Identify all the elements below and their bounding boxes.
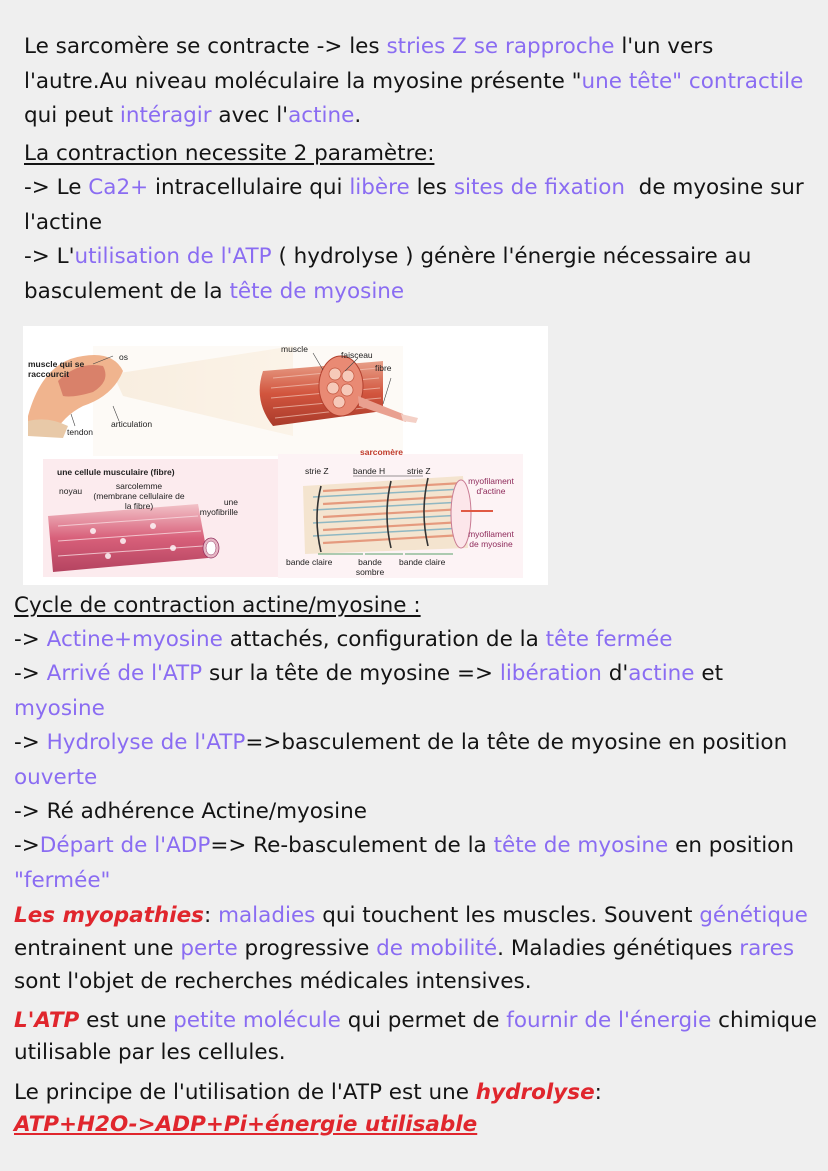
intro-segment: une tête" contractile <box>581 68 804 94</box>
cycle-1-segment: attachés, configuration de la <box>222 627 546 652</box>
label-bande-claire-2: bande claire <box>399 557 446 567</box>
cycle-2-segment: d' <box>601 661 629 686</box>
cycle-5-segment: => Re-basculement de la <box>210 833 494 858</box>
param-ca-segment: libère <box>349 175 410 200</box>
intro-segment: avec l' <box>211 103 289 128</box>
cycle-5-segment: -> <box>14 833 40 858</box>
label-bande-claire-1: bande claire <box>286 557 333 567</box>
label-bande-sombre: bande sombre <box>355 557 385 577</box>
cycle-5-segment: tête de myosine <box>493 833 669 858</box>
intro-segment: intéragir <box>119 103 212 128</box>
cycle-step-2 <box>14 657 818 726</box>
cycle-2-segment: actine <box>628 661 695 686</box>
atp-principle-segment: : <box>594 1080 602 1105</box>
atp-principle-segment: Le principe de l'utilisation de l'ATP est une <box>14 1080 476 1105</box>
atp-def-segment: fournir de l'énergie <box>506 1008 712 1033</box>
myopathies-segment: Les myopathies <box>14 903 204 928</box>
myopathies-segment: perte <box>180 936 238 961</box>
myopathies-segment: de mobilité <box>376 936 498 961</box>
label-myofilament-actine: myofilament d'actine <box>468 476 514 496</box>
intro-segment: Le sarcomère se contracte -> les <box>24 34 387 59</box>
atp-principle-segment: hydrolyse <box>475 1080 595 1105</box>
label-strie-z-2: strie Z <box>407 466 431 476</box>
label-sarcomere: sarcomère <box>360 447 404 457</box>
cycle-3-segment: =>basculement de la tête de myosine en position <box>245 730 795 755</box>
cycle-3-segment: Hydrolyse de l'ATP <box>46 730 246 755</box>
cycle-step-3 <box>14 726 818 795</box>
cycle-3-segment: -> <box>14 730 47 755</box>
myopathies-segment: rares <box>739 936 795 961</box>
equation-segment: ATP+H2O->ADP+Pi+énergie utilisable <box>14 1112 478 1137</box>
myopathies-segment: génétique <box>699 903 808 928</box>
label-muscle: muscle <box>281 344 308 354</box>
cycle-1-segment: -> <box>14 627 47 652</box>
cycle-2-segment: Arrivé de l'ATP <box>46 661 203 686</box>
atp-principle <box>14 1077 818 1109</box>
myopathies-segment: progressive <box>237 936 377 961</box>
label-myofibrille: une myofibrille <box>199 497 238 517</box>
param-atp-segment: ( hydrolyse ) génère l'énergie nécessaire au basculement de la <box>24 244 759 304</box>
intro-segment: l'un vers l'autre.Au niveau moléculaire la myosine présente " <box>24 34 721 94</box>
myopathies-segment: maladies <box>218 903 316 928</box>
label-faisceau: faisceau <box>341 350 373 360</box>
cycle-2-segment: -> <box>14 661 47 686</box>
myopathies-segment: sont l'objet de recherches médicales intensives. <box>14 936 801 994</box>
muscle-structure-figure <box>23 326 548 585</box>
paragraph-intro <box>24 30 818 134</box>
cycle-1-segment: Actine+myosine <box>46 627 223 652</box>
label-myofilament-myosine: myofilament de myosine <box>468 529 514 549</box>
intro-segment: actine <box>288 103 355 128</box>
label-tendon: tendon <box>67 427 93 437</box>
cycle-2-segment: et <box>694 661 730 686</box>
contraction-heading-segment: La contraction necessite 2 paramètre: <box>24 141 435 166</box>
param-calcium <box>24 171 818 240</box>
atp-def-segment: petite molécule <box>173 1008 341 1033</box>
contraction-heading <box>24 137 818 172</box>
param-atp-segment: -> L' <box>24 244 75 269</box>
label-fibre: fibre <box>375 363 392 373</box>
cycle-step-1 <box>14 623 818 658</box>
cycle-step-5 <box>14 829 818 898</box>
label-bande-h: bande H <box>353 466 386 476</box>
myopathies-paragraph <box>14 899 818 998</box>
atp-def-segment: L'ATP <box>14 1008 80 1033</box>
cycle-4-segment: -> Ré adhérence Actine/myosine <box>14 799 367 824</box>
myopathies-segment: . Maladies génétiques <box>497 936 740 961</box>
cycle-2-segment: libération <box>499 661 602 686</box>
cycle-5-segment: Départ de l'ADP <box>39 833 211 858</box>
atp-definition <box>14 1005 824 1069</box>
label-sarcolemme: sarcolemme (membrane cellulaire de la fibre) <box>93 481 185 511</box>
atp-def-segment: chimique utilisable par les cellules. <box>14 1008 824 1065</box>
myopathies-segment: qui touchent les muscles. Souvent <box>315 903 700 928</box>
myopathies-segment: : <box>203 903 219 928</box>
cycle-2-segment: sur la tête de myosine => <box>202 661 500 686</box>
label-cellule: une cellule musculaire (fibre) <box>57 467 175 477</box>
cycle-1-segment: tête fermée <box>545 627 673 652</box>
label-os: os <box>119 352 128 362</box>
param-ca-segment: -> Le <box>24 175 89 200</box>
cycle-3-segment: ouverte <box>14 764 98 790</box>
cycle-5-segment: en position <box>668 833 801 858</box>
intro-segment: stries Z se rapproche <box>386 34 615 59</box>
cycle-heading <box>14 589 818 624</box>
param-atp-segment: utilisation de l'ATP <box>74 244 272 269</box>
param-ca-segment: sites de fixation <box>453 175 626 200</box>
atp-equation <box>14 1109 818 1141</box>
atp-def-segment: est une <box>79 1008 174 1033</box>
cycle-step-4 <box>14 795 818 830</box>
cycle-2-segment: myosine <box>14 695 105 721</box>
param-ca-segment: intracellulaire qui <box>148 175 350 200</box>
cycle-5-segment: "fermée" <box>14 867 111 893</box>
param-ca-segment: Ca2+ <box>88 175 149 200</box>
param-atp-segment: tête de myosine <box>229 278 405 304</box>
intro-segment: qui peut <box>24 68 811 128</box>
param-ca-segment: les <box>409 175 454 200</box>
param-atp <box>24 240 818 309</box>
param-ca-segment: de myosine sur l'actine <box>24 175 811 235</box>
myopathies-segment: entrainent une <box>14 903 815 961</box>
atp-def-segment: qui permet de <box>340 1008 507 1033</box>
label-strie-z-1: strie Z <box>305 466 329 476</box>
label-muscle-raccourcit: muscle qui se raccourcit <box>28 359 85 379</box>
label-noyau: noyau <box>59 486 83 496</box>
label-articulation: articulation <box>111 419 153 429</box>
cycle-heading-segment: Cycle de contraction actine/myosine : <box>14 593 421 618</box>
intro-segment: . <box>354 103 362 128</box>
